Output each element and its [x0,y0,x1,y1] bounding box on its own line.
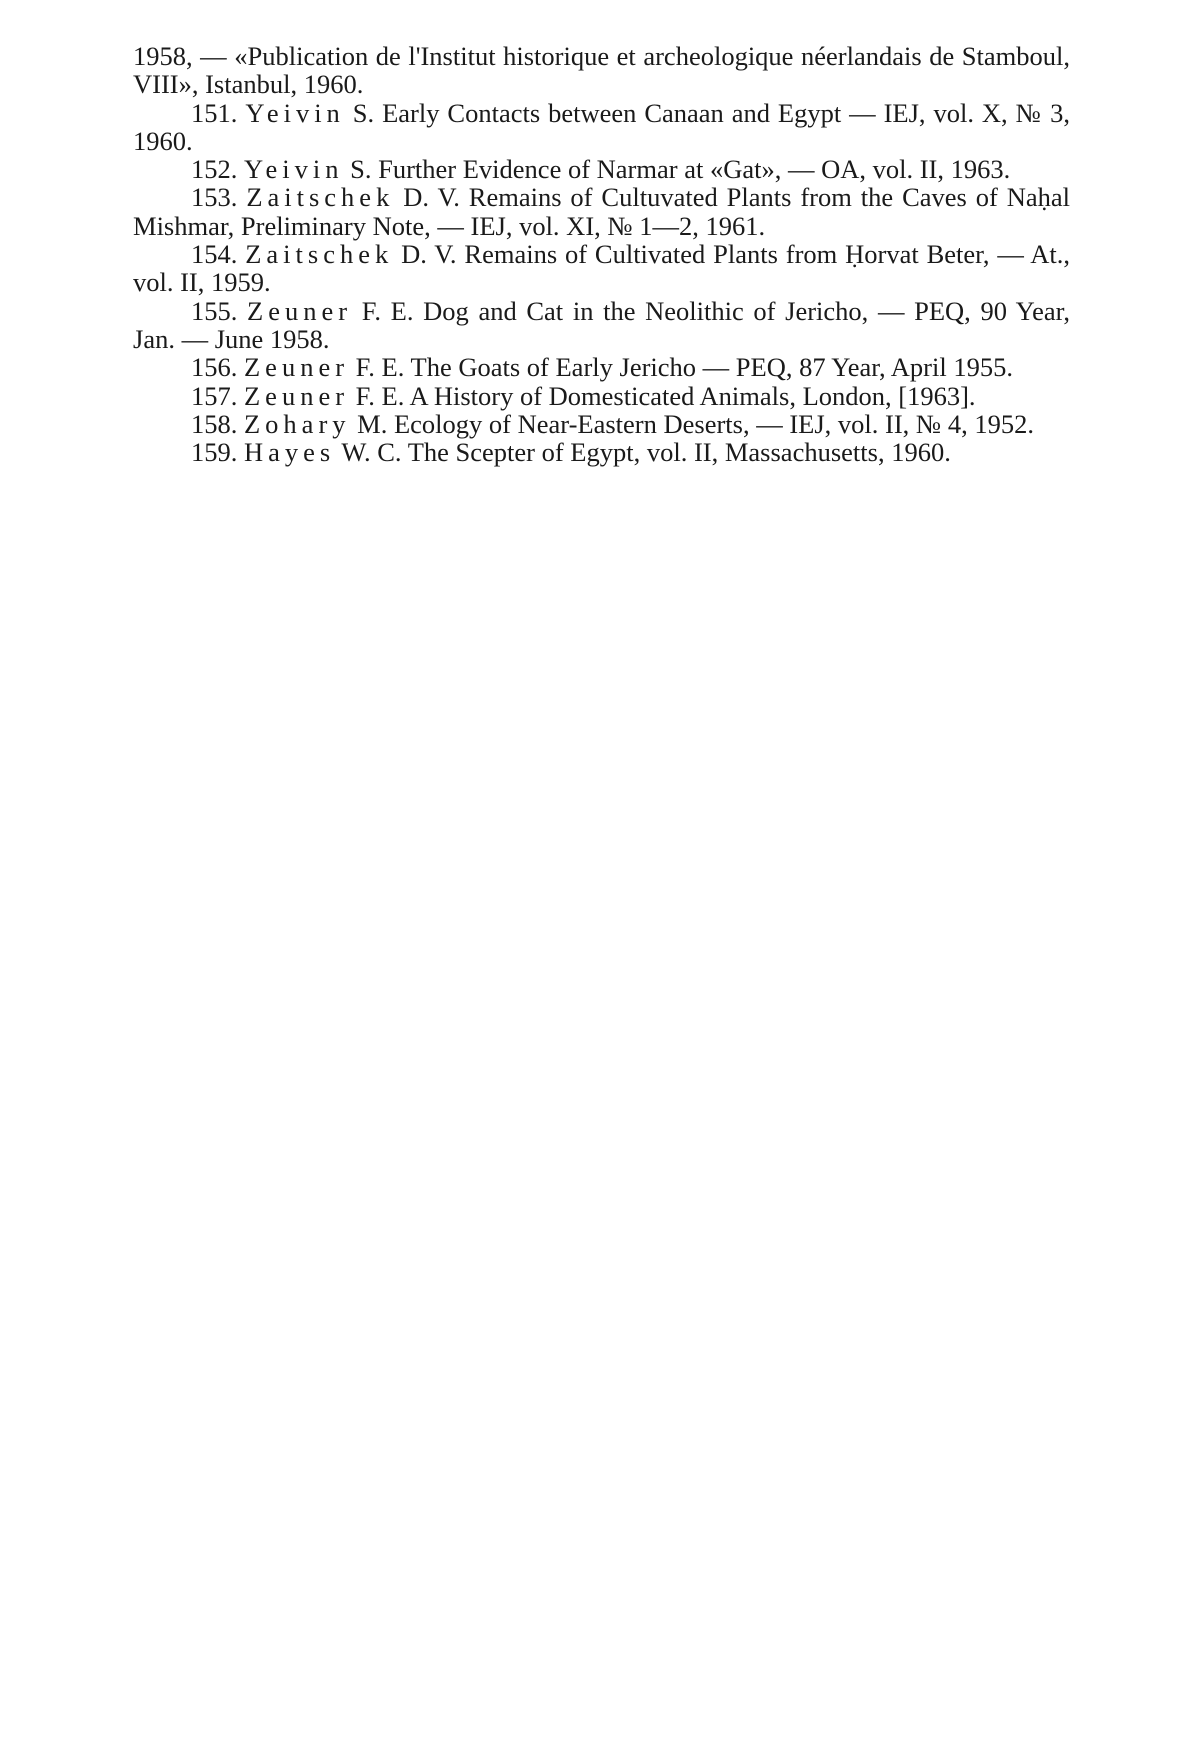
entry-author: Zohary [244,408,351,439]
entry-author: Hayes [244,437,336,468]
continuation-text: 1958, — «Publication de l'Institut historique et archeologique néerlandais de Stamboul, VIII», Istanbul, 1960. [133,41,1070,100]
entry-initials: D. V. [403,182,460,213]
bibliography-entry-153 [133,183,1070,240]
entry-number: 159. [191,437,238,468]
entry-author: Zeuner [244,380,350,411]
entry-number: 157. [191,380,238,411]
entry-author: Zaitschek [246,182,395,213]
bibliography-entry-156 [133,353,1070,381]
entry-author: Zaitschek [245,239,394,270]
bibliography-entry-152 [133,155,1070,183]
entry-text: Ecology of Near-Eastern Deserts, — IEJ, vol. II, № 4, 1952. [393,408,1034,439]
entry-initials: F. E. [355,380,405,411]
entry-number: 153. [191,182,238,213]
entry-author: Yeivin [245,97,345,128]
entry-text: A History of Domesticated Animals, London, [1963]. [409,380,976,411]
bibliography-entry-159 [133,438,1070,466]
bibliography-entry-151 [133,99,1070,156]
entry-author: Zeuner [247,295,353,326]
entry-initials: M. [357,408,388,439]
entry-author: Zeuner [244,352,350,383]
entry-number: 156. [191,352,238,383]
entry-initials: D. V. [401,239,457,270]
entry-author: Yeivin [244,154,344,185]
entry-initials: W. C. [341,437,402,468]
bibliography-entry-155 [133,297,1070,354]
entry-text: Further Evidence of Narmar at «Gat», — OA, vol. II, 1963. [378,154,1011,185]
bibliography-entry-158 [133,410,1070,438]
entry-number: 155. [191,295,238,326]
entry-text: The Scepter of Egypt, vol. II, Massachusetts, 1960. [407,437,951,468]
entry-number: 152. [191,154,238,185]
entry-text: Remains of Cultuvated Plants from the Caves of Naḥal Mishmar, Preliminary Note, — IEJ, vol. XI, № 1—2, 1961. [133,182,1071,241]
entry-text: Remains of Cultivated Plants from Ḥorvat Beter, — At., vol. II, 1959. [133,239,1070,298]
entry-text: Dog and Cat in the Neolithic of Jericho, — PEQ, 90 Year, Jan. — June 1958. [133,295,1071,354]
bibliography-list [133,42,1070,466]
entry-initials: S. [350,154,372,185]
entry-initials: F. E. [361,295,414,326]
entry-number: 158. [191,408,238,439]
entry-number: 151. [191,97,238,128]
continuation-entry [133,42,1070,99]
bibliography-entry-157 [133,382,1070,410]
bibliography-entry-154 [133,240,1070,297]
entry-initials: F. E. [355,352,405,383]
entry-text: The Goats of Early Jericho — PEQ, 87 Year, April 1955. [410,352,1013,383]
entry-number: 154. [191,239,238,270]
entry-initials: S. [352,97,375,128]
entry-text: Early Contacts between Canaan and Egypt — IEJ, vol. X, № 3, 1960. [133,97,1071,156]
